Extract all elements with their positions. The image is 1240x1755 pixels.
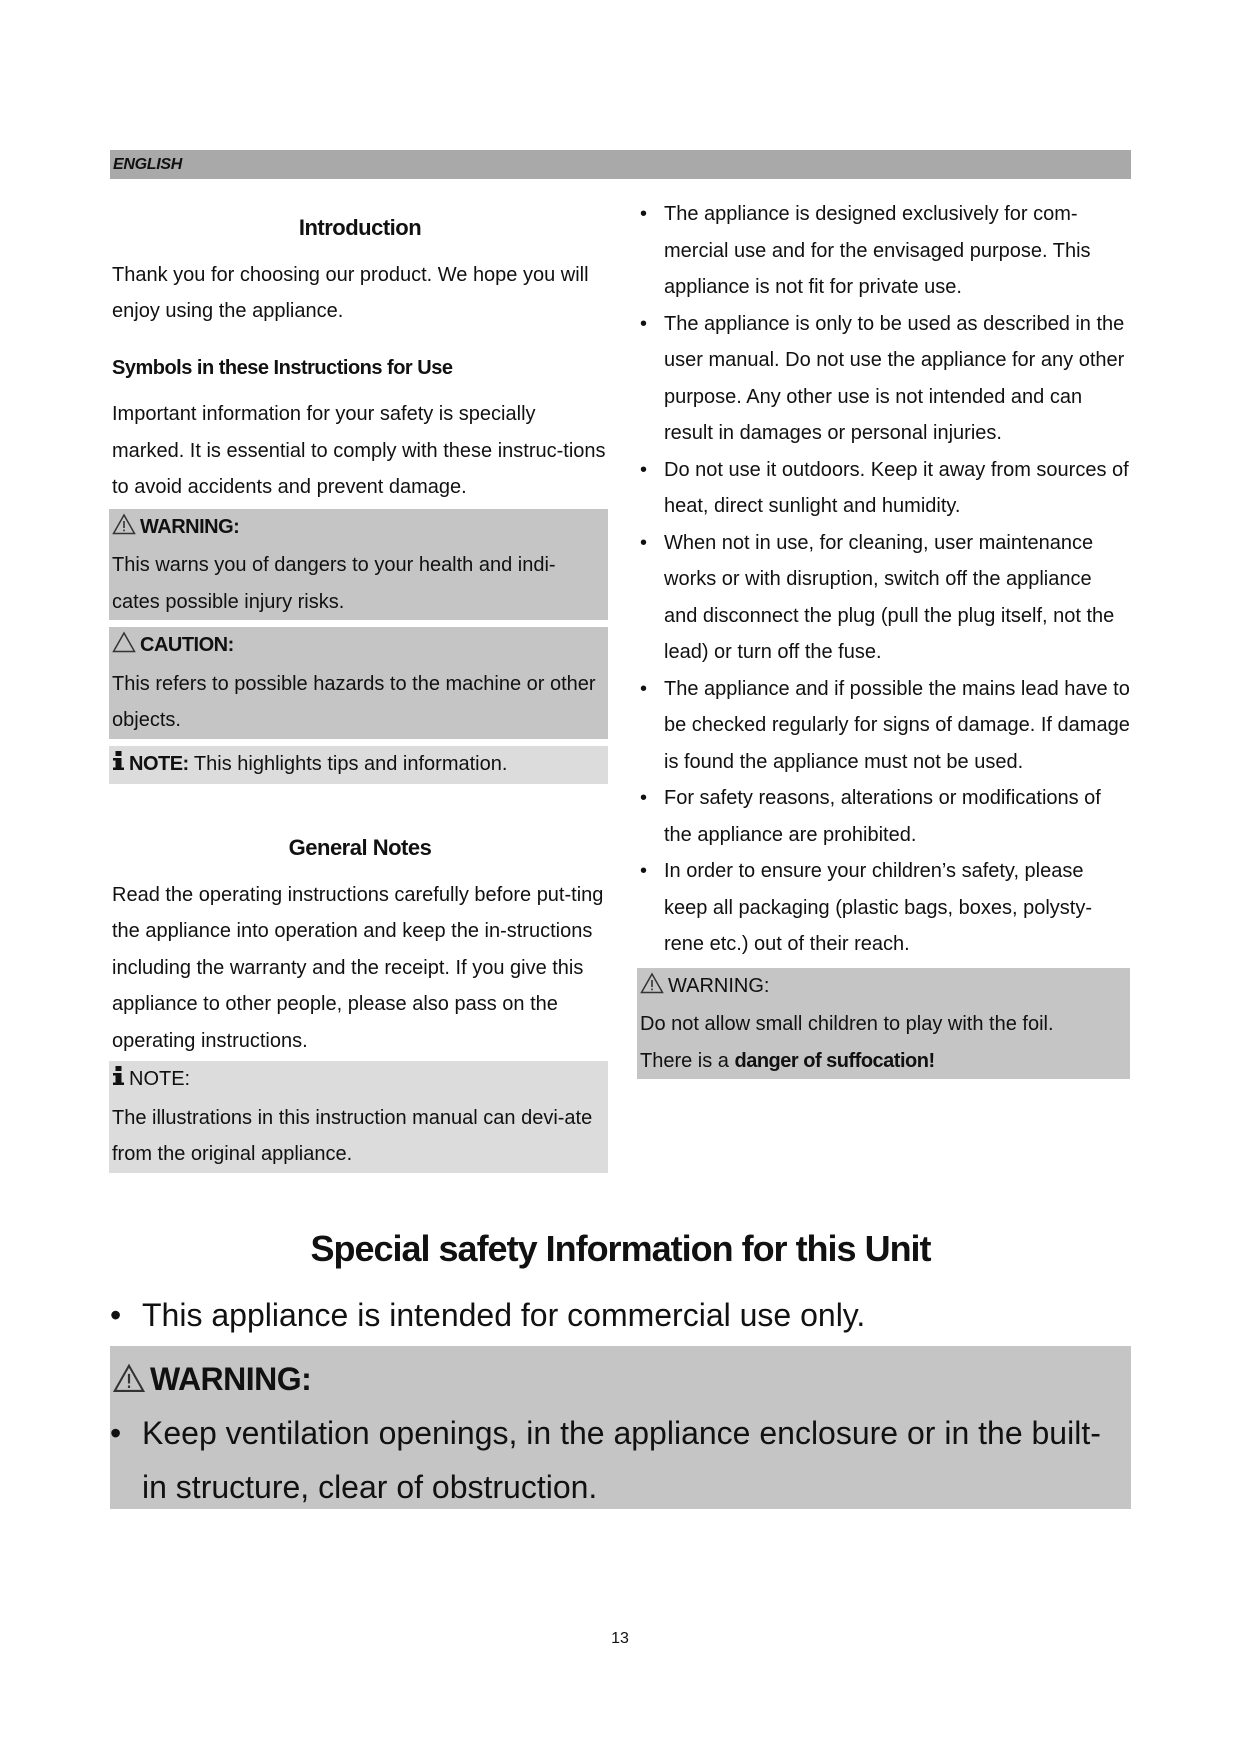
- note-box: [109, 746, 608, 785]
- list-item: • The appliance and if possible the mains lead have to be checked regularly for signs of damage. If damage is found the appliance must not be used.: [640, 671, 1130, 781]
- list-item: • Do not use it outdoors. Keep it away from sources of heat, direct sunlight and humidity.: [640, 452, 1130, 525]
- suffocation-danger: danger of suffocation!: [734, 1049, 935, 1072]
- right-column: [640, 196, 1130, 1079]
- list-item: • The appliance is only to be used as described in the user manual. Do not use the appliance for any other purpose. Any other use is not intended and can result in damages or personal injuries.: [640, 306, 1130, 452]
- caution-text: This refers to possible hazards to the machine or other objects.: [112, 672, 596, 731]
- info-icon: [112, 748, 125, 785]
- warning-triangle-icon: [112, 1355, 146, 1409]
- left-column: [112, 210, 608, 1173]
- note2-label: NOTE:: [129, 1068, 191, 1090]
- ventilation-warning-label: WARNING:: [150, 1361, 312, 1397]
- list-item: • For safety reasons, alterations or modifications of the appliance are prohibited.: [640, 780, 1130, 853]
- ventilation-warning-box: [110, 1346, 1131, 1509]
- warning-triangle-icon: [112, 511, 136, 548]
- language-header-bar: [110, 150, 1131, 179]
- introduction-text: Thank you for choosing our product. We hope you will enjoy using the appliance.: [112, 263, 589, 322]
- warning-text: This warns you of dangers to your health and indi-cates possible injury risks.: [112, 554, 556, 613]
- language-label: ENGLISH: [113, 155, 183, 173]
- foil-warning-label: WARNING:: [668, 974, 770, 997]
- symbols-heading: Symbols in these Instructions for Use: [112, 356, 453, 379]
- foil-warning-text: Do not allow small children to play with the foil.: [640, 1013, 1054, 1035]
- list-item: • In order to ensure your children’s safety, please keep all packaging (plastic bags, boxes, polysty-rene etc.) out of their reach.: [640, 853, 1130, 963]
- list-item: • The appliance is designed exclusively for com-mercial use and for the envisaged purpose. This appliance is not fit for private use.: [640, 196, 1130, 306]
- note2-text: The illustrations in this instruction manual can devi-ate from the original appliance.: [112, 1106, 593, 1165]
- bullet-dot: •: [110, 1415, 122, 1451]
- page-number: 13: [611, 1630, 629, 1647]
- safety-bullet-list: [640, 196, 1130, 963]
- introduction-heading: Introduction: [298, 215, 422, 240]
- commercial-use-bullet: [110, 1288, 1131, 1342]
- info-icon: [112, 1063, 125, 1100]
- caution-triangle-icon: [112, 629, 136, 666]
- note2-box: [109, 1061, 608, 1173]
- list-item: • When not in use, for cleaning, user maintenance works or with disruption, switch off the appliance and disconnect the plug (pull the plug itself, not the lead) or turn off the fuse.: [640, 525, 1130, 671]
- general-notes-text: Read the operating instructions carefully before put-ting the appliance into operation and keep the in-structions including the warranty and the receipt. If you give this appliance to other people, please also pass on the operating instructions.: [112, 883, 604, 1052]
- caution-label: CAUTION:: [140, 634, 234, 656]
- warning-triangle-icon: [640, 970, 664, 1007]
- warning-label: WARNING:: [140, 515, 240, 538]
- special-safety-title: Special safety Information for this Unit: [310, 1228, 931, 1269]
- foil-warning-box: [637, 968, 1130, 1080]
- note-text: This highlights tips and information.: [193, 752, 508, 775]
- caution-box: [109, 627, 608, 739]
- commercial-use-text: This appliance is intended for commercial use only.: [142, 1297, 866, 1333]
- note-label: NOTE:: [129, 752, 189, 775]
- symbols-text: Important information for your safety is specially marked. It is essential to comply with these instruc-tions to avoid accidents and prevent damage.: [112, 403, 606, 498]
- suffocation-prefix: There is a: [640, 1049, 729, 1072]
- warning-box: [109, 509, 608, 621]
- bullet-dot: •: [110, 1297, 122, 1333]
- ventilation-warning-text: Keep ventilation openings, in the appliance enclosure or in the built-in structure, clear of obstruction.: [142, 1415, 1101, 1505]
- general-notes-heading: General Notes: [288, 835, 432, 860]
